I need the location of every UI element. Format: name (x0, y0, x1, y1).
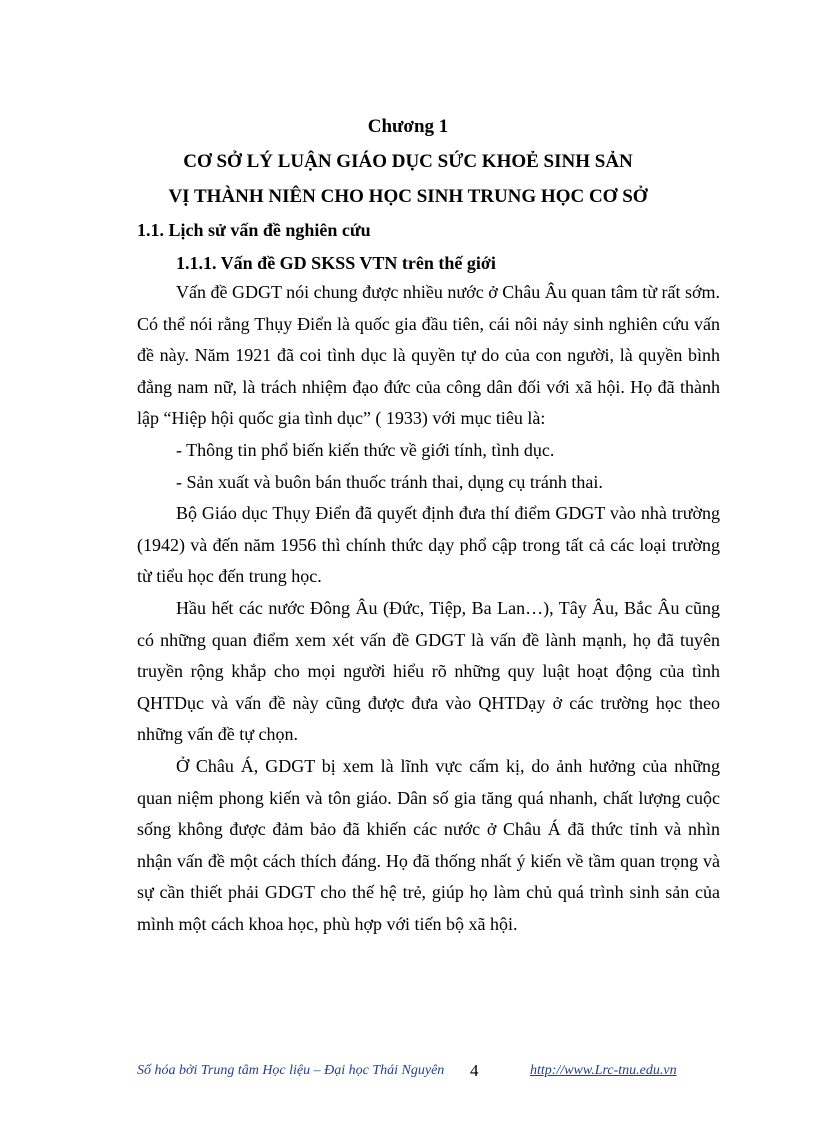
page-footer (0, 1061, 816, 1085)
bullet-item: - Sản xuất và buôn bán thuốc tránh thai, dụng cụ tránh thai. (176, 471, 603, 492)
paragraph: Ở Châu Á, GDGT bị xem là lĩnh vực cấm kị, do ảnh hưởng của những quan niệm phong kiến và tôn giáo. Dân số gia tăng quá nhanh, chất lượng cuộc sống không được đảm bảo đã khiến các nước ở Châu Á đã thức tỉnh và nhìn nhận vấn đề một cách thích đáng. Họ đã thống nhất ý kiến về tầm quan trọng và sự cần thiết phải GDGT cho thế hệ trẻ, giúp họ làm chủ quá trình sinh sản của mình một cách khoa học, phù hợp với tiến bộ xã hội. (137, 755, 720, 934)
paragraph: Hầu hết các nước Đông Âu (Đức, Tiệp, Ba Lan…), Tây Âu, Bắc Âu cũng có những quan điểm xem xét vấn đề GDGT là vấn đề lành mạnh, họ đã tuyên truyền rộng khắp cho mọi người hiểu rõ những quy luật hoạt động của tình QHTDục và vấn đề này cũng được đưa vào QHTDạy ở các trường học theo những vấn đề tự chọn. (137, 597, 720, 745)
section-heading: 1.1. Lịch sử vấn đề nghiên cứu (137, 220, 371, 240)
paragraph: Bộ Giáo dục Thụy Điển đã quyết định đưa thí điểm GDGT vào nhà trường (1942) và đến năm 1956 thì chính thức dạy phổ cập trong tất cả các loại trường từ tiểu học đến trung học. (137, 503, 720, 587)
footer-credit: Số hóa bởi Trung tâm Học liệu – Đại học Thái Nguyên (137, 1063, 445, 1078)
paragraph: Vấn đề GDGT nói chung được nhiều nước ở Châu Âu quan tâm từ rất sớm. Có thể nói rằng Thụy Điển là quốc gia đầu tiên, cái nôi nảy sinh nghiên cứu vấn đề này. Năm 1921 đã coi tình dục là quyền tự do của con người, là quyền bình đẳng nam nữ, là trách nhiệm đạo đức của công dân đối với xã hội. Họ đã thành lập “Hiệp hội quốc gia tình dục” ( 1933) với mục tiêu là: (137, 282, 720, 429)
page-number: 4 (470, 1061, 479, 1080)
chapter-title-line-1: CƠ SỞ LÝ LUẬN GIÁO DỤC SỨC KHOẺ SINH SẢN (183, 151, 633, 172)
subsection-heading: 1.1.1. Vấn đề GD SKSS VTN trên thế giới (176, 253, 496, 273)
footer-link[interactable]: http://www.Lrc-tnu.edu.vn (530, 1063, 677, 1078)
chapter-heading: Chương 1 (367, 116, 449, 137)
bullet-item: - Thông tin phổ biến kiến thức về giới tính, tình dục. (176, 439, 555, 460)
body-text (137, 277, 720, 940)
chapter-title-line-2: VỊ THÀNH NIÊN CHO HỌC SINH TRUNG HỌC CƠ SỞ (168, 186, 648, 207)
